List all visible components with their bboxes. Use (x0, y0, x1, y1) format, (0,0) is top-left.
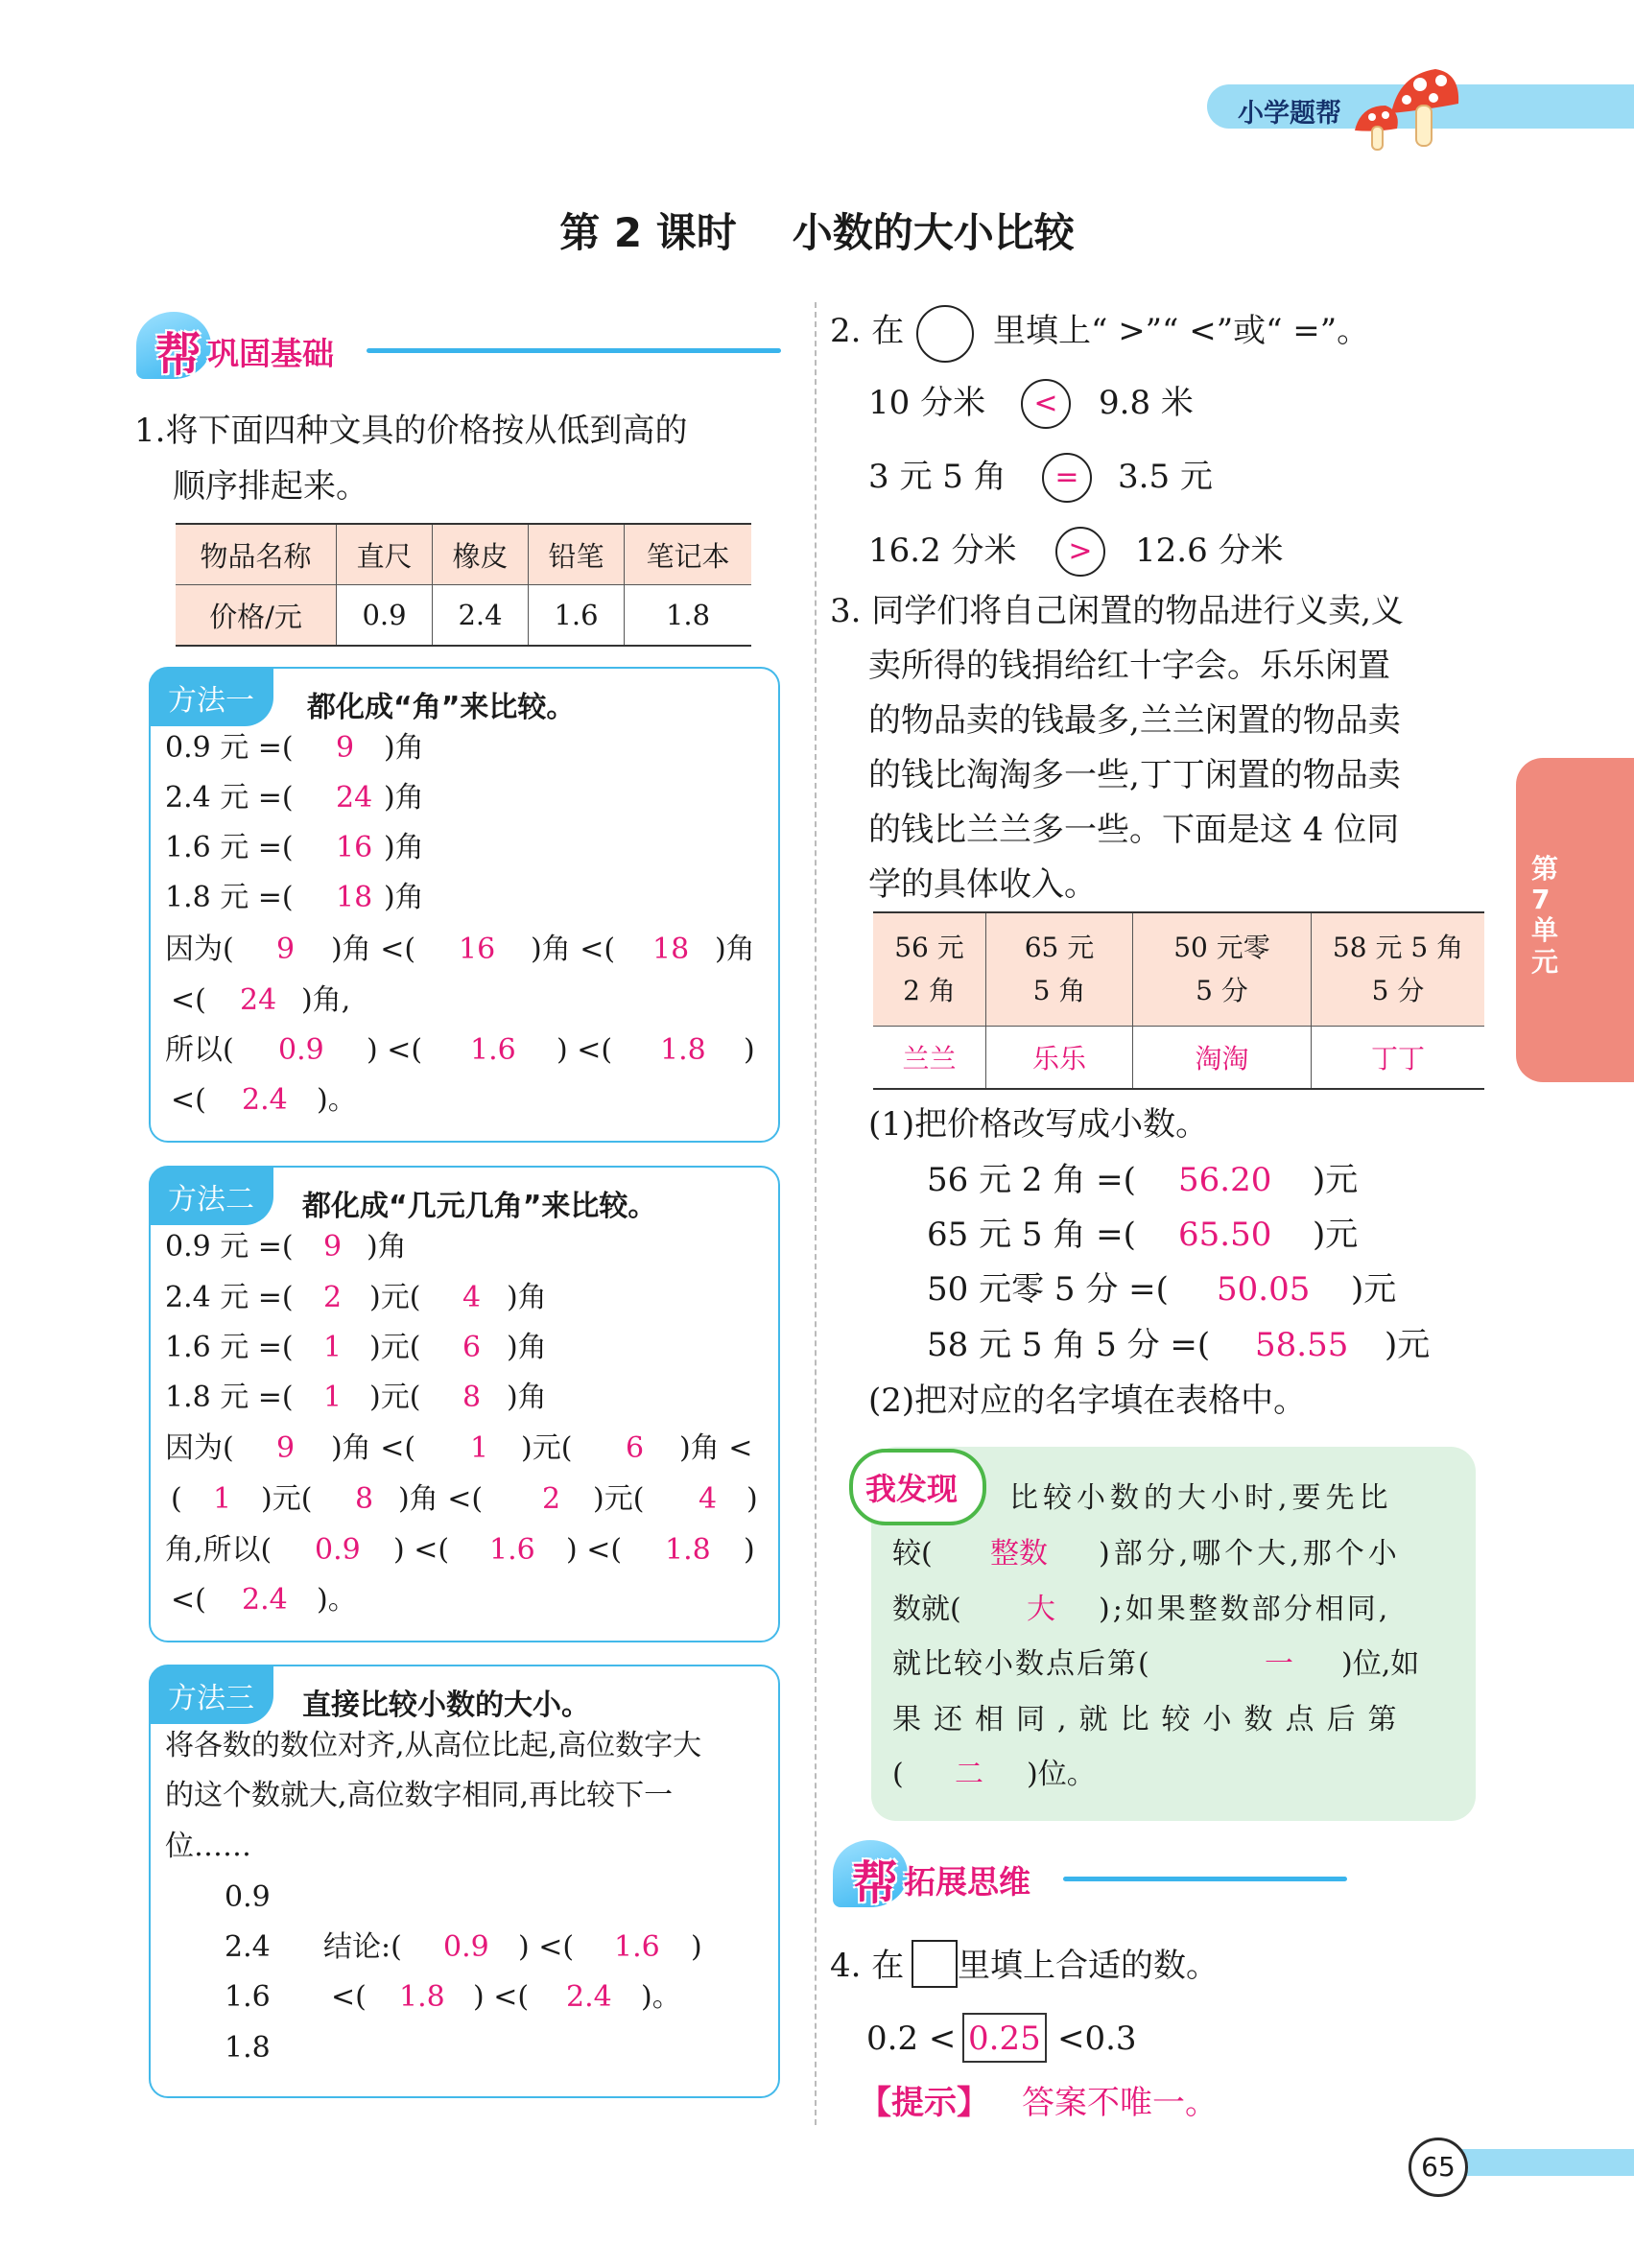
m2-answer: 9 (323, 1230, 343, 1264)
q3-conv-val: 58.55 (1255, 1326, 1349, 1364)
m1-because-val: 16 (459, 933, 496, 966)
m3-answer: 1.6 (614, 1930, 660, 1964)
table-cell: 2.4 (433, 585, 529, 647)
q4-stem-post: 里填上合适的数。 (958, 1947, 1219, 1985)
table-cell: 丁丁 (1312, 1027, 1485, 1090)
m2-line: 1.8 元 =( (165, 1381, 294, 1414)
table-cell: 56 元 2 角 (873, 912, 986, 1027)
m1-unit: )角 (384, 881, 424, 914)
m1-so-val: 1.6 (470, 1033, 516, 1067)
m2-jiao: )角 (507, 1331, 547, 1364)
q3-conv-left: 50 元零 5 分 =( (927, 1270, 1169, 1309)
discover-seg: )位,如 (1341, 1647, 1420, 1681)
m3-text: 位…… (165, 1830, 251, 1863)
method2-tag: 方法二 (149, 1168, 273, 1225)
q4-box-placeholder (912, 1940, 958, 1988)
method3-tag: 方法三 (149, 1666, 273, 1724)
q2-stem-pre: 2. 在 (830, 312, 905, 350)
m3-num: 2.4 (225, 1930, 271, 1964)
method1-tag: 方法一 (149, 669, 273, 726)
discover-seg: )位。 (1027, 1758, 1096, 1791)
m2-close-period: )。 (317, 1583, 357, 1617)
m1-line: 1.6 元 =( (165, 831, 294, 864)
q1-stem-line2: 顺序排起来。 (173, 467, 368, 506)
unit-side-tab-label: 第7单元 (1531, 853, 1559, 978)
m1-close-period: )。 (317, 1083, 357, 1117)
m2-because-val: 9 (276, 1431, 296, 1465)
m2-yuan: )元( (369, 1281, 421, 1314)
discover-answer: 二 (955, 1758, 983, 1791)
m3-conclusion-label: 结论:( (323, 1930, 402, 1964)
m1-answer: 9 (336, 731, 355, 765)
m1-answer: 16 (336, 831, 373, 864)
q2-answer-circle: = (1042, 453, 1092, 503)
discover-seg: ( (892, 1758, 904, 1791)
m1-so-val: 2.4 (242, 1083, 288, 1117)
price-table (176, 523, 751, 647)
m1-lt-open: <( (171, 1083, 206, 1117)
q3-conv-right: )元 (1313, 1216, 1359, 1254)
price-table-header-row (176, 524, 751, 585)
m1-because-val: 24 (240, 983, 277, 1017)
table-cell: 橡皮 (433, 524, 529, 585)
page-title (0, 201, 1634, 259)
q2-left: 16.2 分米 (868, 532, 1017, 570)
m2-because-val: 6 (626, 1431, 645, 1465)
table-cell: 铅笔 (529, 524, 625, 585)
m2-jiao-val: 8 (462, 1381, 482, 1414)
table-cell: 1.8 (625, 585, 752, 647)
q4-left: 0.2 < (866, 2020, 957, 2058)
m1-line: 1.8 元 =( (165, 881, 294, 914)
m2-because-val: 1 (213, 1482, 232, 1516)
m1-because-val: 9 (276, 933, 296, 966)
m3-num: 1.8 (225, 2031, 271, 2065)
table-cell: 笔记本 (625, 524, 752, 585)
discover-seg: );如果整数部分相同, (1099, 1593, 1391, 1626)
m1-close-lt: ) <( (367, 1033, 423, 1067)
m1-unit: )角 (384, 831, 424, 864)
q2-right: 9.8 米 (1099, 384, 1194, 422)
m3-lt-open: <( (331, 1980, 367, 2014)
m3-end: ) (691, 1930, 702, 1964)
m2-yuan: )元( (369, 1331, 421, 1364)
table-cell: 兰兰 (902, 1043, 957, 1075)
m2-lt: ) <( (393, 1533, 450, 1567)
m2-seg: )角 <( (398, 1482, 484, 1516)
q2-left: 3 元 5 角 (868, 458, 1006, 496)
q4-answer-box: 0.25 (962, 2013, 1047, 2063)
q2-circle-placeholder (916, 305, 974, 363)
income-table-name-row (873, 1027, 1484, 1090)
method1-heading: 都化成“角”来比较。 (307, 691, 576, 724)
discover-line: 比较小数的大小时,要先比 (1009, 1481, 1393, 1515)
discover-seg: 数就( (892, 1593, 961, 1626)
m1-jiao-lt: )角 <( (331, 933, 416, 966)
m2-yuan-val: 1 (323, 1381, 343, 1414)
m2-seg: )元( (593, 1482, 645, 1516)
m1-close-end: ) (744, 1033, 755, 1067)
lesson-number: 第 2 课时 (559, 209, 737, 256)
m2-because-val: 1 (470, 1431, 489, 1465)
m2-lt-open: <( (171, 1583, 206, 1617)
q3-stem: 卖所得的钱捐给红十字会。乐乐闲置 (868, 647, 1390, 685)
discover-answer: 整数 (990, 1537, 1048, 1571)
discover-label: 我发现 (865, 1471, 959, 1507)
q3-conv-right: )元 (1313, 1161, 1359, 1199)
hint-label: 【提示】 (859, 2084, 989, 2122)
table-cell: 58 元 5 角 5 分 (1312, 912, 1485, 1027)
m1-close-lt: ) <( (557, 1033, 613, 1067)
discover-seg: 就比较小数点后第( (892, 1647, 1151, 1681)
table-cell: 价格/元 (176, 585, 337, 647)
q2-right: 12.6 分米 (1135, 532, 1284, 570)
q3-stem: 的钱比兰兰多一些。下面是这 4 位同 (868, 811, 1400, 849)
section-underline (1063, 1877, 1347, 1881)
q3-part1: (1)把价格改写成小数。 (868, 1105, 1209, 1144)
m3-text: 将各数的数位对齐,从高位比起,高位数字大 (165, 1729, 702, 1762)
q3-conv-left: 56 元 2 角 =( (927, 1161, 1136, 1199)
section-basic-header (136, 312, 789, 382)
m1-answer: 24 (336, 781, 373, 815)
m2-seg: )角 <( (331, 1431, 416, 1465)
q3-stem: 的物品卖的钱最多,兰兰闲置的物品卖 (868, 701, 1401, 740)
m2-close-end: ) (744, 1533, 755, 1567)
q3-stem: 学的具体收入。 (868, 865, 1097, 904)
q1-stem-line1: 1.将下面四种文具的价格按从低到高的 (134, 412, 688, 450)
m2-because-prefix: 因为( (165, 1431, 234, 1465)
discover-seg: )部分,哪个大,那个小 (1099, 1537, 1401, 1571)
discover-answer: 一 (1265, 1647, 1293, 1681)
m1-so-val: 1.8 (660, 1033, 706, 1067)
table-cell: 1.6 (529, 585, 625, 647)
page-number: 65 (1409, 2138, 1468, 2197)
m2-so-prefix: 角,所以( (165, 1533, 272, 1567)
q2-answer-circle: > (1055, 527, 1105, 577)
m1-unit: )角 (384, 781, 424, 815)
m2-so-val: 2.4 (242, 1583, 288, 1617)
section-label: 拓展思维 (904, 1863, 1030, 1901)
m2-seg: )元( (521, 1431, 573, 1465)
m2-jiao-val: 6 (462, 1331, 482, 1364)
q3-conv-right: )元 (1385, 1326, 1431, 1364)
m3-answer: 2.4 (566, 1980, 612, 2014)
q3-conv-left: 58 元 5 角 5 分 =( (927, 1326, 1211, 1364)
m2-jiao: )角 (507, 1281, 547, 1314)
m3-lt: ) <( (518, 1930, 575, 1964)
q3-stem: 3. 同学们将自己闲置的物品进行义卖,义 (830, 592, 1405, 630)
q3-conv-val: 50.05 (1217, 1270, 1311, 1309)
m1-jiao-lt: )角 <( (531, 933, 616, 966)
m2-because-val: 2 (542, 1482, 561, 1516)
m1-line: 2.4 元 =( (165, 781, 294, 815)
m1-because-val: 18 (652, 933, 690, 966)
income-table-amount-row (873, 912, 1484, 1027)
m1-line: 0.9 元 =( (165, 731, 294, 765)
table-cell: 淘淘 (1133, 1027, 1312, 1090)
m3-answer: 0.9 (443, 1930, 489, 1964)
table-cell: 乐乐 (986, 1027, 1133, 1090)
m1-because-prefix: 因为( (165, 933, 234, 966)
table-cell: 65 元 5 角 (986, 912, 1133, 1027)
hint-text: 答案不唯一。 (1022, 2084, 1218, 2122)
m2-unit: )角 (367, 1230, 407, 1264)
section-extend-header (833, 1840, 1485, 1910)
q2-right: 3.5 元 (1118, 458, 1213, 496)
m2-yuan-val: 1 (323, 1331, 343, 1364)
m2-so-val: 0.9 (315, 1533, 361, 1567)
m2-so-val: 1.8 (665, 1533, 711, 1567)
m2-yuan-val: 2 (323, 1281, 343, 1314)
m3-period: )。 (641, 1980, 681, 2014)
q3-part2: (2)把对应的名字填在表格中。 (868, 1382, 1307, 1420)
discover-line: 果还相同,就比较小数点后第 (892, 1703, 1409, 1736)
m3-answer: 1.8 (399, 1980, 445, 2014)
m1-lt-open: <( (171, 983, 206, 1017)
m1-answer: 18 (336, 881, 373, 914)
m2-lt: ) <( (566, 1533, 623, 1567)
m2-jiao: )角 (507, 1381, 547, 1414)
m2-line: 1.6 元 =( (165, 1331, 294, 1364)
m2-seg: )角 < (679, 1431, 753, 1465)
discover-seg: 较( (892, 1537, 933, 1571)
m2-seg: )元( (261, 1482, 313, 1516)
income-table (873, 911, 1484, 1090)
m2-jiao-val: 4 (462, 1281, 482, 1314)
m2-because-val: 8 (355, 1482, 374, 1516)
column-divider (815, 302, 817, 2125)
q4-stem-pre: 4. 在 (830, 1947, 905, 1985)
section-badge-char: 帮 (852, 1856, 899, 1910)
m2-line: 2.4 元 =( (165, 1281, 294, 1314)
m2-line: 0.9 元 =( (165, 1230, 294, 1264)
q3-conv-val: 65.50 (1178, 1216, 1272, 1254)
q4-right: <0.3 (1057, 2020, 1137, 2058)
m1-so-prefix: 所以( (165, 1033, 234, 1067)
table-cell: 0.9 (337, 585, 433, 647)
q3-conv-right: )元 (1351, 1270, 1397, 1309)
q2-stem-post: 里填上“ >”“ <”或“ =”。 (993, 312, 1370, 350)
m1-unit: )角 (384, 731, 424, 765)
method3-heading: 直接比较小数的大小。 (302, 1689, 590, 1722)
m2-seg: ( (171, 1482, 182, 1516)
brand-label: 小学题帮 (1238, 99, 1341, 129)
mushroom-icon (1353, 56, 1463, 152)
table-cell: 直尺 (337, 524, 433, 585)
m2-because-val: 4 (699, 1482, 718, 1516)
m2-so-val: 1.6 (489, 1533, 535, 1567)
m3-lt: ) <( (473, 1980, 530, 2014)
lesson-topic: 小数的大小比较 (792, 209, 1075, 256)
m3-num: 0.9 (225, 1880, 271, 1914)
section-label: 巩固基础 (207, 335, 334, 372)
m1-jiao-end: )角 (715, 933, 755, 966)
q2-answer-circle: < (1021, 379, 1071, 429)
method2-heading: 都化成“几元几角”来比较。 (302, 1190, 657, 1223)
footer-bar (1439, 2149, 1634, 2176)
price-table-value-row (176, 585, 751, 647)
table-cell: 物品名称 (176, 524, 337, 585)
table-cell: 50 元零 5 分 (1133, 912, 1312, 1027)
m1-so-val: 0.9 (278, 1033, 324, 1067)
q3-conv-val: 56.20 (1178, 1161, 1272, 1199)
m1-jiao-comma: )角, (301, 983, 351, 1017)
q3-conv-left: 65 元 5 角 =( (927, 1216, 1136, 1254)
section-underline (367, 348, 781, 353)
q2-left: 10 分米 (868, 384, 986, 422)
section-badge-char: 帮 (155, 328, 202, 382)
q3-stem: 的钱比淘淘多一些,丁丁闲置的物品卖 (868, 756, 1401, 794)
discover-answer: 大 (1027, 1593, 1055, 1626)
m2-yuan: )元( (369, 1381, 421, 1414)
m3-text: 的这个数就大,高位数字相同,再比较下一 (165, 1779, 674, 1812)
m3-num: 1.6 (225, 1980, 271, 2014)
m2-seg: ) (746, 1482, 758, 1516)
